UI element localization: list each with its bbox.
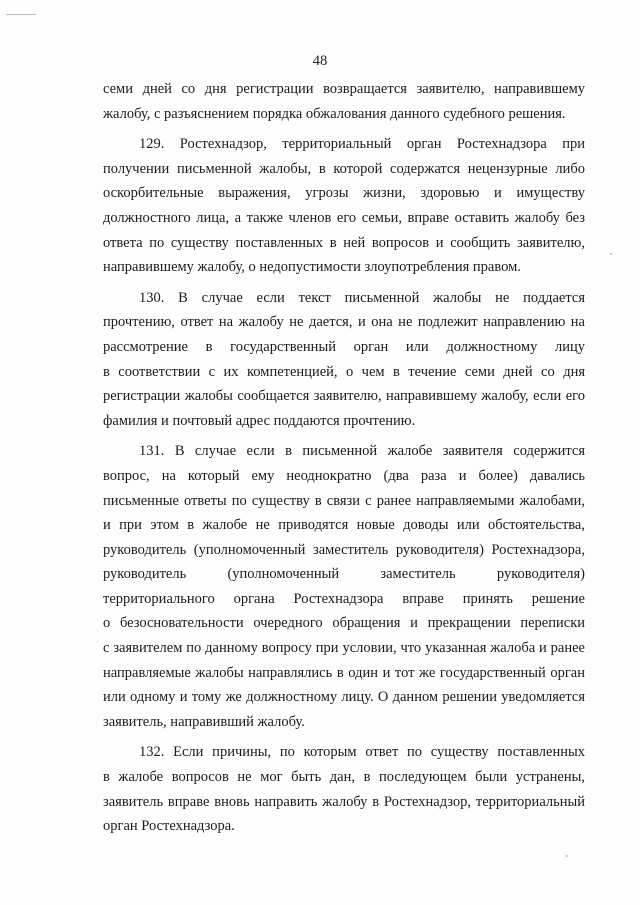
text-line: 130. В случае если текст письменной жалобы не поддается (139, 289, 585, 306)
text-line: оскорбительные выражения, угрозы жизни, здоровью и имуществу (103, 185, 585, 202)
text-line: территориального органа Ростехнадзора вправе принять решение (103, 590, 585, 607)
text-line: получении письменной жалобы, в которой содержатся нецензурные либо (103, 160, 585, 177)
text-line: 131. В случае если в письменной жалобе заявителя содержится (139, 443, 585, 460)
text-line: 132. Если причины, по которым ответ по существу поставленных (139, 744, 585, 761)
text-line: письменные ответы по существу в связи с ранее направляемыми жалобами, (103, 492, 585, 509)
scan-speck (610, 253, 612, 255)
text-line: семи дней со дня регистрации возвращается заявителю, направившему (103, 81, 585, 97)
paragraph-132 (103, 743, 585, 841)
text-line: ответа по существу поставленных в ней вопросов и сообщить заявителю, (103, 234, 585, 251)
paragraph-131 (103, 442, 585, 737)
document-body (103, 80, 585, 842)
text-line: жалобу, с разъяснением порядка обжалования данного судебного решения. (103, 105, 566, 122)
text-line: 129. Ростехнадзор, территориальный орган Ростехнадзора при (139, 136, 585, 153)
text-line: направляемые жалобы направлялись в один и тот же государственный орган (103, 664, 585, 681)
text-line: или одному и тому же должностному лицу. О данном решении уведомляется (103, 689, 585, 706)
text-line: орган Ростехнадзора. (103, 818, 235, 835)
text-line: регистрации жалобы сообщается заявителю, направившему жалобу, если его (103, 388, 585, 405)
text-line: прочтению, ответ на жалобу не дается, и она не подлежит направлению на (103, 314, 585, 331)
text-line: вопрос, на который ему неоднократно (два раза и более) давались (103, 467, 585, 484)
text-line: заявитель, направивший жалобу. (103, 713, 305, 730)
text-line: в жалобе вопросов не мог быть дан, в последующем были устранены, (103, 769, 585, 786)
text-line: заявитель вправе вновь направить жалобу в Ростехнадзор, территориальный (103, 793, 585, 810)
text-line: руководитель (уполномоченный заместитель руководителя) Ростехнадзора, (103, 541, 585, 558)
text-line: рассмотрение в государственный орган или должностному лицу (103, 338, 585, 355)
text-line: с заявителем по данному вопросу при условии, что указанная жалоба и ранее (103, 640, 585, 657)
scan-speck (566, 855, 568, 857)
text-line: и при этом в жалобе не приводятся новые доводы или обстоятельства, (103, 517, 585, 534)
paragraph-continuation (103, 80, 585, 129)
text-line: в соответствии с их компетенцией, о чем в течение семи дней со дня (103, 363, 585, 380)
text-line: должностного лица, а также членов его семьи, вправе оставить жалобу без (103, 209, 585, 226)
text-line: о безосновательности очередного обращения и прекращении переписки (103, 615, 585, 632)
text-line: направившему жалобу, о недопустимости злоупотребления правом. (103, 259, 521, 276)
paragraph-129 (103, 135, 585, 283)
page-number: 48 (312, 53, 328, 69)
paragraph-130 (103, 289, 585, 437)
text-line: фамилия и почтовый адрес поддаются прочтению. (103, 412, 416, 429)
text-line: руководитель (уполномоченный заместитель руководителя) (103, 566, 585, 583)
scan-speck (6, 14, 36, 15)
